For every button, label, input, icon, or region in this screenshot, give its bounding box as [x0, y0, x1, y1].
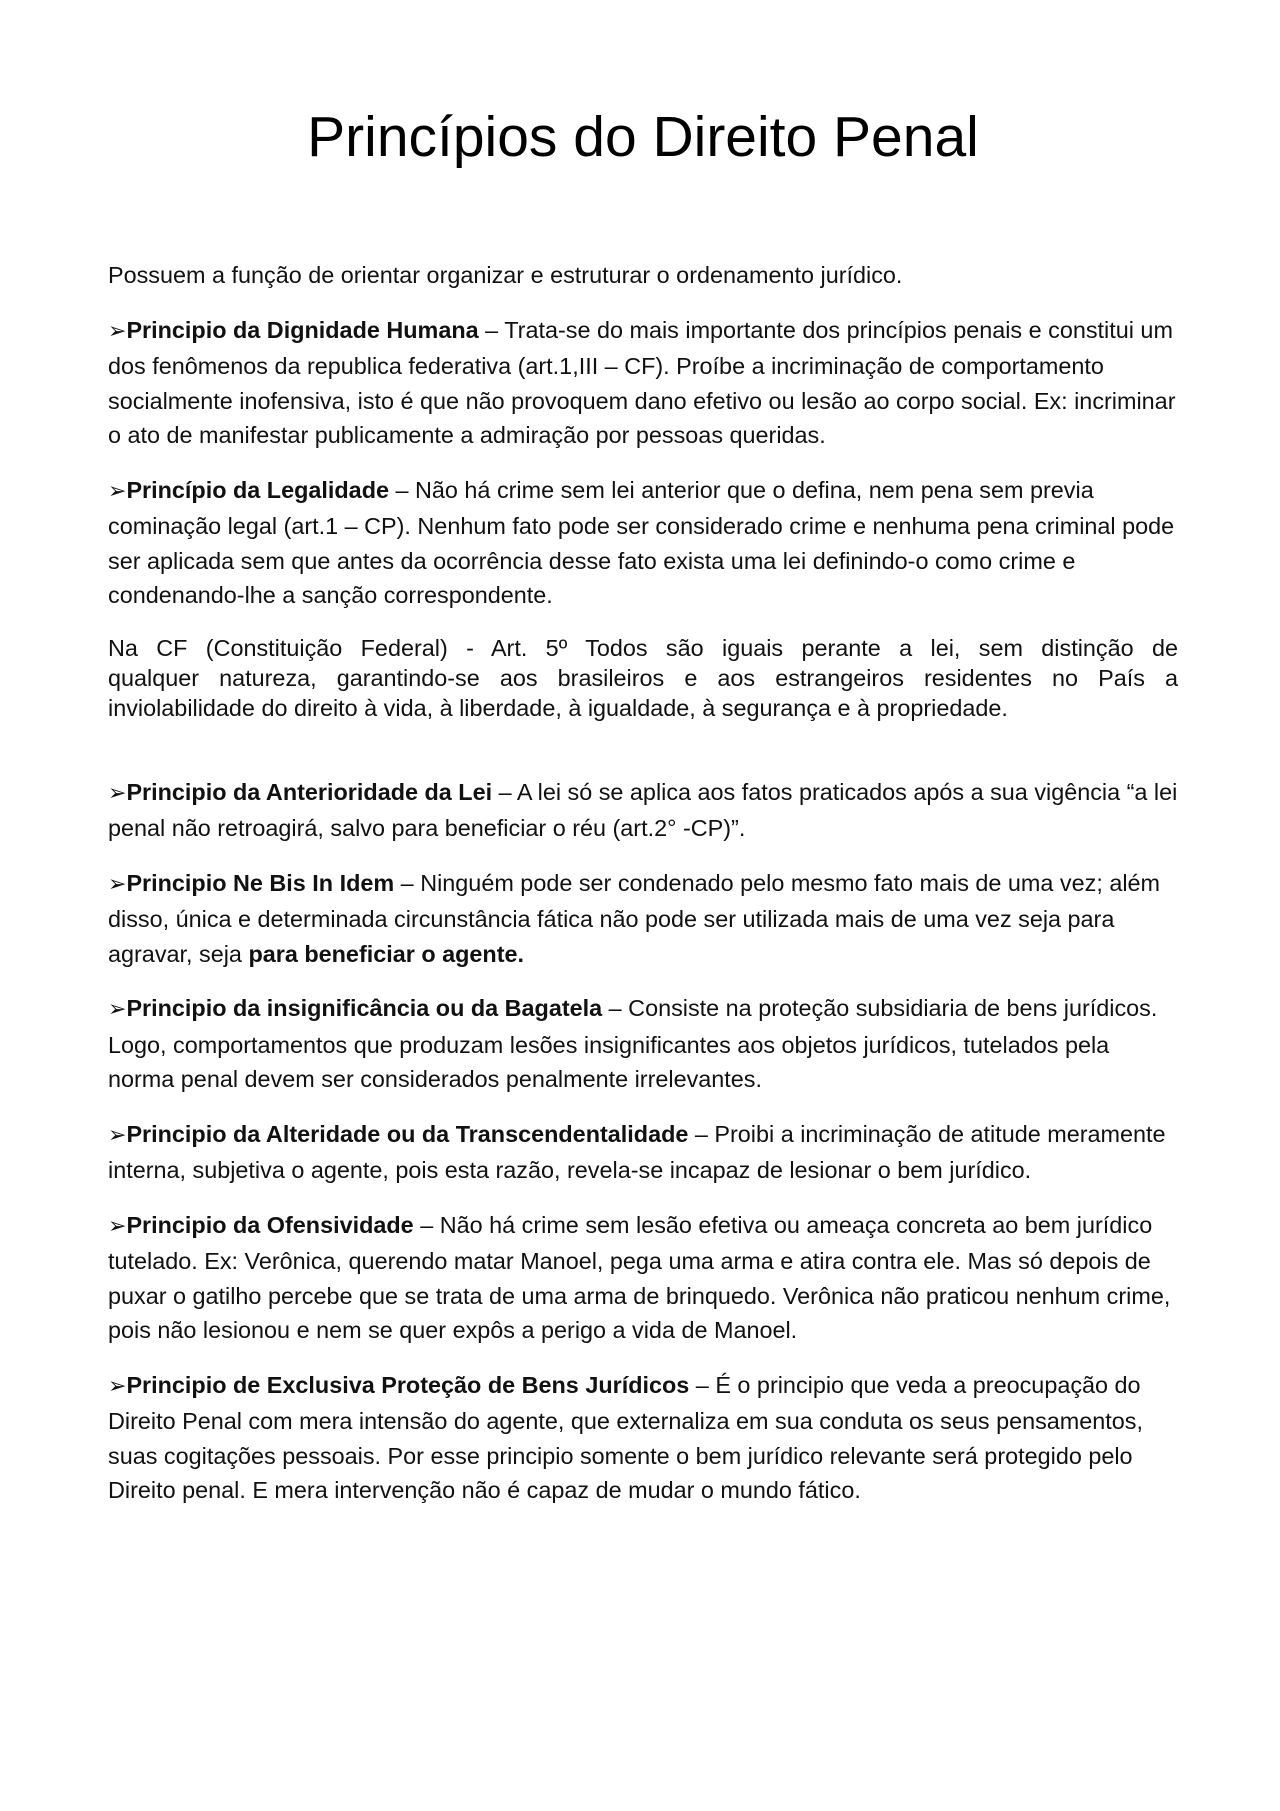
principle-insignificancia	[108, 991, 1178, 1097]
arrow-bullet-icon: ➢	[108, 1213, 127, 1239]
principle-name: Principio da Ofensividade	[126, 1211, 414, 1238]
principle-anterioridade	[108, 775, 1178, 846]
principle-text: Consiste na proteção subsidiaria de bens jurídicos. Logo, comportamentos que produzam lesões insignificantes aos objetos jurídicos, tutelados pela norma penal devem ser considerados penalmente irrelevantes.	[108, 995, 1158, 1092]
separator: –	[478, 316, 505, 343]
principle-name: Principio de Exclusiva Proteção de Bens Jurídicos	[126, 1371, 690, 1398]
principle-name: Princípio da Legalidade	[126, 476, 389, 503]
principle-name: Principio da Anterioridade da Lei	[126, 778, 493, 805]
principle-text: Não há crime sem lesão efetiva ou ameaça concreta ao bem jurídico tutelado. Ex: Verônica, querendo matar Manoel, pega uma arma e atira contra ele. Mas só depois de puxar o gatilho percebe que se trata de uma arma de brinquedo. Verônica não praticou nenhum crime, pois não lesionou e nem se quer expôs a perigo a vida de Manoel.	[108, 1211, 1171, 1343]
separator: –	[413, 1211, 440, 1238]
arrow-bullet-icon: ➢	[108, 1122, 127, 1148]
principle-bold-tail: para beneficiar o agente.	[248, 940, 525, 967]
cf-article-note	[108, 633, 1178, 723]
arrow-bullet-icon: ➢	[108, 1373, 127, 1399]
principle-alteridade	[108, 1117, 1178, 1188]
cf-line: qualquer natureza, garantindo-se aos brasileiros e aos estrangeiros residentes no País a	[108, 664, 1178, 691]
principle-exclusiva-protecao	[108, 1368, 1178, 1508]
arrow-bullet-icon: ➢	[108, 997, 127, 1022]
separator: –	[602, 995, 629, 1021]
principle-text: A lei só se aplica aos fatos praticados após a sua vigência “a lei penal não retroagirá, salvo para beneficiar o réu (art.2° -CP)”.	[108, 778, 1178, 841]
principle-name: Principio da insignificância ou da Bagatela	[126, 995, 603, 1021]
principle-text: Ninguém pode ser condenado pelo mesmo fato mais de uma vez; além disso, única e determinada circunstância fática não pode ser utilizada mais de uma vez seja para agravar, seja	[108, 869, 1161, 967]
principle-text: Trata-se do mais importante dos princípios penais e constitui um dos fenômenos da republica federativa (art.1,III – CF). Proíbe a incriminação de comportamento socialmente inofensiva, isto é que não provoquem dano efetivo ou lesão ao corpo social. Ex: incriminar o ato de manifestar publicamente a admiração por pessoas queridas.	[108, 316, 1176, 448]
page-title: Princípios do Direito Penal	[307, 105, 979, 169]
intro-paragraph: Possuem a função de orientar organizar e estruturar o ordenamento jurídico.	[108, 262, 903, 288]
arrow-bullet-icon: ➢	[108, 478, 127, 504]
separator: –	[688, 1120, 715, 1147]
separator: –	[389, 476, 416, 503]
arrow-bullet-icon: ➢	[108, 318, 127, 344]
principle-legalidade	[108, 473, 1178, 613]
separator: –	[394, 869, 421, 896]
arrow-bullet-icon: ➢	[108, 780, 127, 806]
principle-text: É o principio que veda a preocupação do Direito Penal com mera intensão do agente, que externaliza em sua conduta os seus pensamentos, suas cogitações pessoais. Por esse principio somente o bem jurídico relevante será protegido pelo Direito penal. E mera intervenção não é capaz de mudar o mundo fático.	[108, 1371, 1144, 1503]
principle-name: Principio da Alteridade ou da Transcendentalidade	[126, 1120, 689, 1147]
principle-text: Não há crime sem lei anterior que o defina, nem pena sem previa cominação legal (art.1 – CP). Nenhum fato pode ser considerado crime e nenhuma pena criminal pode ser aplicada sem que antes da ocorrência desse fato exista uma lei definindo-o como crime e condenando-lhe a sanção correspondente.	[108, 476, 1175, 608]
principle-ofensividade	[108, 1208, 1178, 1348]
cf-line: Na CF (Constituição Federal) - Art. 5º Todos são iguais perante a lei, sem distinção de	[108, 634, 1178, 661]
cf-line: inviolabilidade do direito à vida, à liberdade, à igualdade, à segurança e à propriedade.	[108, 694, 1008, 721]
principle-name: Principio Ne Bis In Idem	[126, 869, 395, 896]
principle-name: Principio da Dignidade Humana	[126, 316, 479, 343]
principle-ne-bis-in-idem	[108, 866, 1178, 972]
principle-dignidade-humana	[108, 313, 1178, 453]
separator: –	[492, 778, 517, 805]
principle-text: Proibi a incriminação de atitude meramente interna, subjetiva o agente, pois esta razão, revela-se incapaz de lesionar o bem jurídico.	[108, 1120, 1166, 1183]
arrow-bullet-icon: ➢	[108, 871, 127, 897]
separator: –	[689, 1371, 716, 1398]
